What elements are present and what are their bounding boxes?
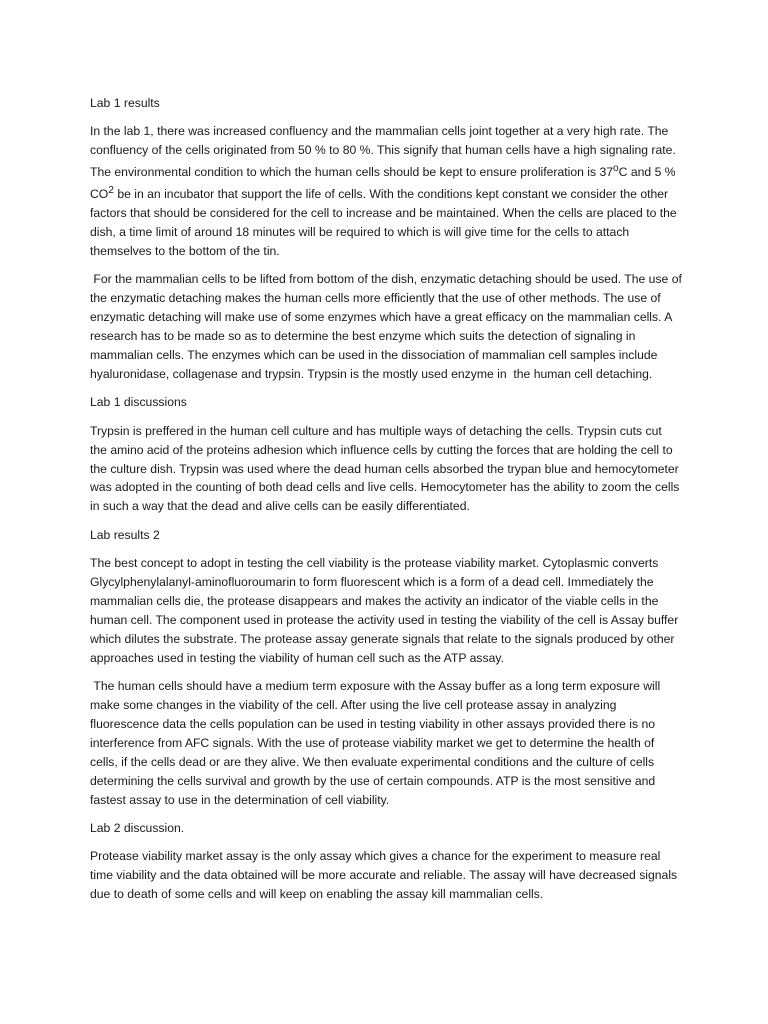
section-heading: Lab 2 discussion. bbox=[90, 820, 185, 835]
paragraph: Protease viability market assay is the only assay which gives a chance for the experiment to measure real time viability and the data obtained will be more accurate and reliable. The assay will have decreased signals due to death of some cells and will keep on enabling the assay kill mammalian cells. bbox=[90, 849, 678, 902]
superscript-two: 2 bbox=[108, 185, 114, 197]
superscript-degree: o bbox=[613, 163, 619, 175]
paragraph-text: In the lab 1, there was increased confluency and the mammalian cells joint together at a very high rate. The confluency of the cells originated from 50 % to 80 %. This signify that human cells have a high signaling rate. The environmental condition to which the human cells should be kept to ensure proliferation is 37 bbox=[90, 124, 676, 180]
paragraph: Trypsin is preffered in the human cell culture and has multiple ways of detaching the cells. Trypsin cuts cut the amino acid of the proteins adhesion which influence cells by cutting the forces that are holding the cell to the culture dish. Trypsin was used where the dead human cells absorbed the trypan blue and hemocytometer was adopted in the counting of both dead cells and live cells. Hemocytometer has the ability to zoom the cells in such a way that the dead and alive cells can be easily differentiated. bbox=[90, 423, 680, 514]
document-page bbox=[90, 94, 686, 914]
paragraph-text: C and 5 % CO bbox=[90, 165, 676, 202]
paragraph: For the mammalian cells to be lifted from bottom of the dish, enzymatic detaching should be used. The use of the enzymatic detaching makes the human cells more efficiently that the use of other methods. The use of enzymatic detaching will make use of some enzymes which have a great efficacy on the mammalian cells. A research has to be made so as to determine the best enzyme which suits the detection of signaling in mammalian cells. The enzymes which can be used in the dissociation of mammalian cell samples include hyaluronidase, collagenase and trypsin. Trypsin is the mostly used enzyme in the human cell detaching. bbox=[90, 272, 686, 381]
paragraph bbox=[90, 122, 682, 260]
section-heading: Lab results 2 bbox=[90, 527, 160, 542]
section-heading: Lab 1 results bbox=[90, 96, 160, 110]
paragraph: The best concept to adopt in testing the cell viability is the protease viability market. Cytoplasmic converts Glycylphenylalanyl-aminofluoroumarin to form fluorescent which is a form of a dead cell. Immediately the mammalian cells die, the protease disappears and makes the activity an indicator of the viable cells in the human cell. The component used in protease the activity used in testing the viability of the cell is Assay buffer which dilutes the substrate. The protease assay generate signals that relate to the signals produced by other approaches used in testing the viability of human cell such as the ATP assay. bbox=[90, 556, 679, 665]
paragraph: The human cells should have a medium term exposure with the Assay buffer as a long term exposure will make some changes in the viability of the cell. After using the live cell protease assay in analyzing fluorescence data the cells population can be used in testing viability in other assays provided there is no interference from AFC signals. With the use of protease viability market we get to determine the health of cells, if the cells dead or are they alive. We then evaluate experimental conditions and the culture of cells determining the cells survival and growth by the use of certain compounds. ATP is the most sensitive and fastest assay to use in the determination of cell viability. bbox=[90, 679, 664, 807]
paragraph-text: be in an incubator that support the life of cells. With the conditions kept constant we consider the other factors that should be considered for the cell to increase and be maintained. When the cells are placed to the dish, a time limit of around 18 minutes will be required to which is will give time for the cells to attach themselves to the bottom of the tin. bbox=[90, 187, 677, 258]
section-heading: Lab 1 discussions bbox=[90, 395, 187, 410]
